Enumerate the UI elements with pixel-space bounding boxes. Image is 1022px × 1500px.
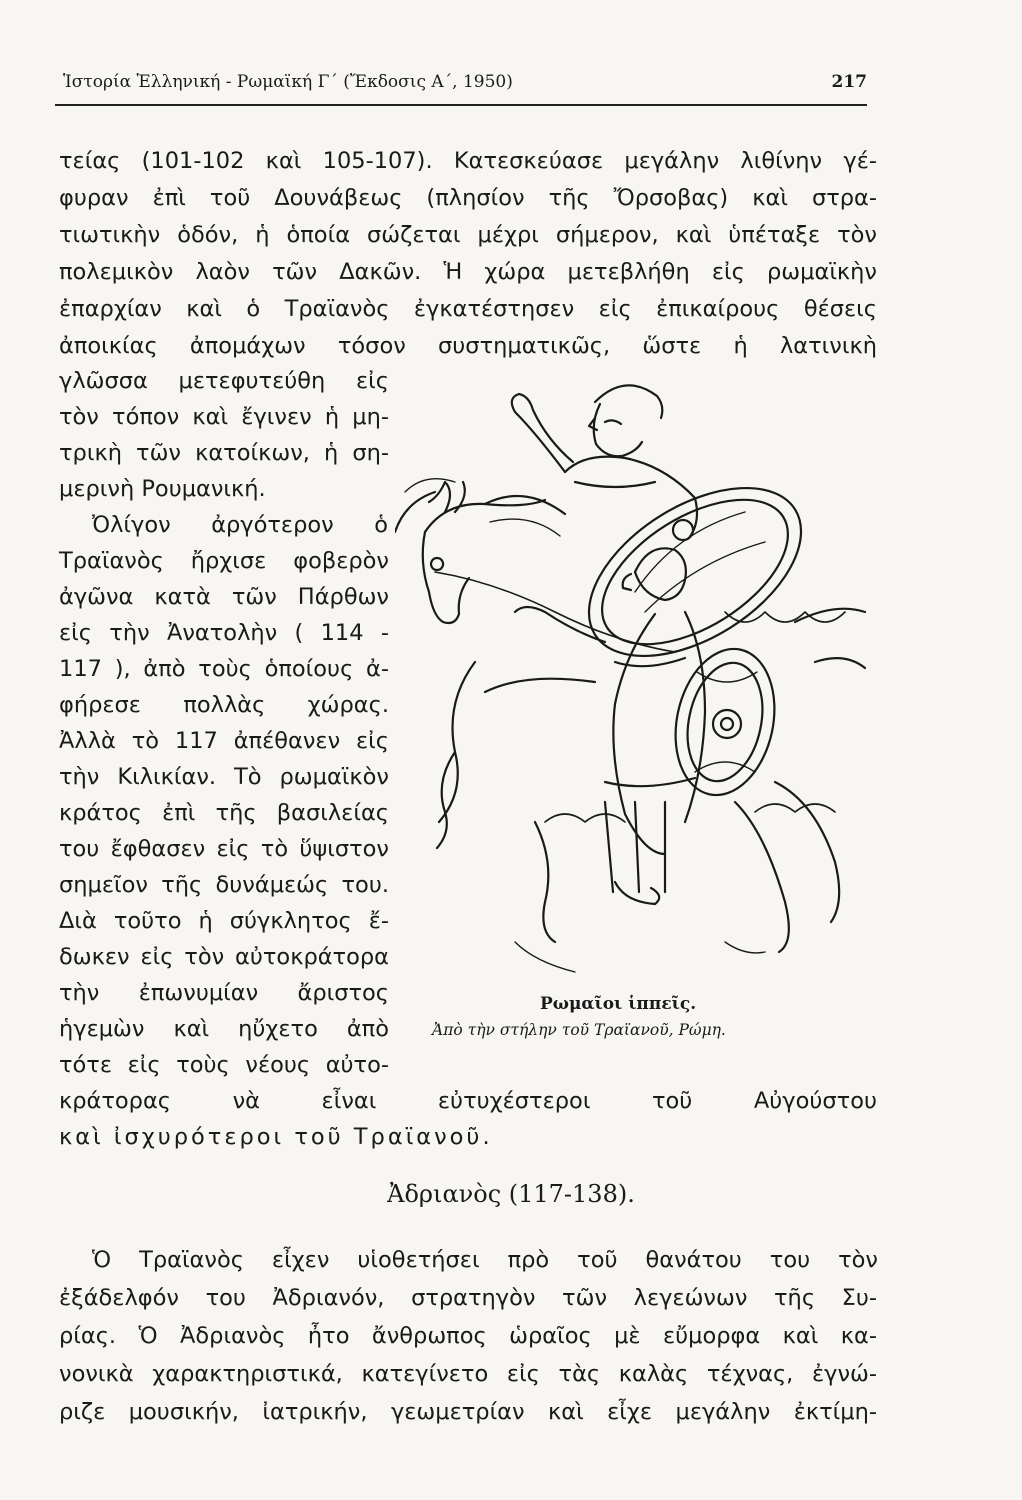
text-line: τείας (101-102 καὶ 105-107). Κατεσκεύασε μεγάλην λιθίνην γέ- [59, 148, 877, 174]
text-line: γλῶσσα μετεφυτεύθη εἰς [59, 368, 389, 394]
text-line: σημεῖον τῆς δυνάμεώς του. [59, 872, 389, 898]
text-line: καὶ ἰσχυρότεροι τοῦ Τραϊανοῦ. [59, 1124, 493, 1150]
text-line: Ἀλλὰ τὸ 117 ἀπέθανεν εἰς [59, 728, 389, 754]
text-line: φήρεσε πολλὰς χώρας. [59, 692, 389, 718]
header-rule [55, 104, 867, 106]
text-line: ἐπαρχίαν καὶ ὁ Τραϊανὸς ἐγκατέστησεν εἰς ἐπικαίρους θέσεις [59, 296, 877, 322]
text-line: ἡγεμὼν καὶ ηὔχετο ἀπὸ [59, 1016, 389, 1042]
text-line: εἰς τὴν Ἀνατολὴν ( 114 - [59, 620, 389, 646]
page-number: 217 [831, 72, 867, 92]
text-line: φυραν ἐπὶ τοῦ Δουνάβεως (πλησίον τῆς Ὄρσοβας) καὶ στρα- [59, 185, 877, 211]
text-line: μερινὴ Ρουμανική. [59, 476, 266, 502]
section-heading: Ἀδριανὸς (117-138). [387, 1180, 635, 1208]
roman-horsemen-illustration [395, 362, 873, 982]
text-line: τότε εἰς τοὺς νέους αὐτο- [59, 1052, 389, 1078]
running-header [55, 72, 867, 102]
text-line: νονικὰ χαρακτηριστικά, κατεγίνετο εἰς τὰς καλὰς τέχνας, ἐγνώ- [59, 1361, 877, 1387]
running-title: Ἱστορία Ἑλληνική - Ρωμαϊκή Γ΄ (Ἔκδοσις Α΄, 1950) [63, 72, 513, 92]
text-line: δωκεν εἰς τὸν αὐτοκράτορα [59, 944, 389, 970]
text-line: πολεμικὸν λαὸν τῶν Δακῶν. Ἡ χώρα μετεβλήθη εἰς ρωμαϊκὴν [59, 259, 877, 285]
figure-caption-source: Ἀπὸ τὴν στήλην τοῦ Τραϊανοῦ, Ρώμη. [432, 1021, 726, 1039]
text-line: κράτος ἐπὶ τῆς βασιλείας [59, 800, 389, 826]
text-line: τὴν ἐπωνυμίαν ἄριστος [59, 980, 389, 1006]
text-line: 117 ), ἀπὸ τοὺς ὁποίους ἀ- [59, 656, 389, 682]
text-line: ριζε μουσικήν, ἰατρικήν, γεωμετρίαν καὶ εἶχε μεγάλην ἐκτίμη- [59, 1399, 877, 1425]
text-line: τρικὴ τῶν κατοίκων, ἡ ση- [59, 440, 389, 466]
text-line: ἀγῶνα κατὰ τῶν Πάρθων [59, 584, 389, 610]
figure-caption-title: Ρωμαῖοι ἱππεῖς. [540, 994, 697, 1014]
text-line: κράτορας νὰ εἶναι εὐτυχέστεροι τοῦ Αὐγούστου [59, 1088, 877, 1114]
text-line: ἀποικίας ἀπομάχων τόσον συστηματικῶς, ὥστε ἡ λατινικὴ [59, 333, 877, 359]
text-line: του ἔφθασεν εἰς τὸ ὕψιστον [59, 836, 389, 862]
text-line: Ὁ Τραϊανὸς εἶχεν υἱοθετήσει πρὸ τοῦ θανάτου του τὸν [92, 1247, 878, 1273]
text-line: Ὀλίγον ἀργότερον ὁ [92, 512, 388, 538]
text-line: τὴν Κιλικίαν. Τὸ ρωμαϊκὸν [59, 764, 389, 790]
text-line: Τραϊανὸς ἤρχισε φοβερὸν [59, 548, 389, 574]
text-line: τὸν τόπον καὶ ἔγινεν ἡ μη- [59, 404, 389, 430]
text-line: ρίας. Ὁ Ἀδριανὸς ἦτο ἄνθρωπος ὡραῖος μὲ εὔμορφα καὶ κα- [59, 1323, 877, 1349]
text-line: τιωτικὴν ὁδόν, ἡ ὁποία σώζεται μέχρι σήμερον, καὶ ὑπέταξε τὸν [59, 222, 877, 248]
text-line: Διὰ τοῦτο ἡ σύγκλητος ἔ- [59, 908, 389, 934]
text-line: ἐξάδελφόν του Ἀδριανόν, στρατηγὸν τῶν λεγεώνων τῆς Συ- [59, 1285, 877, 1311]
